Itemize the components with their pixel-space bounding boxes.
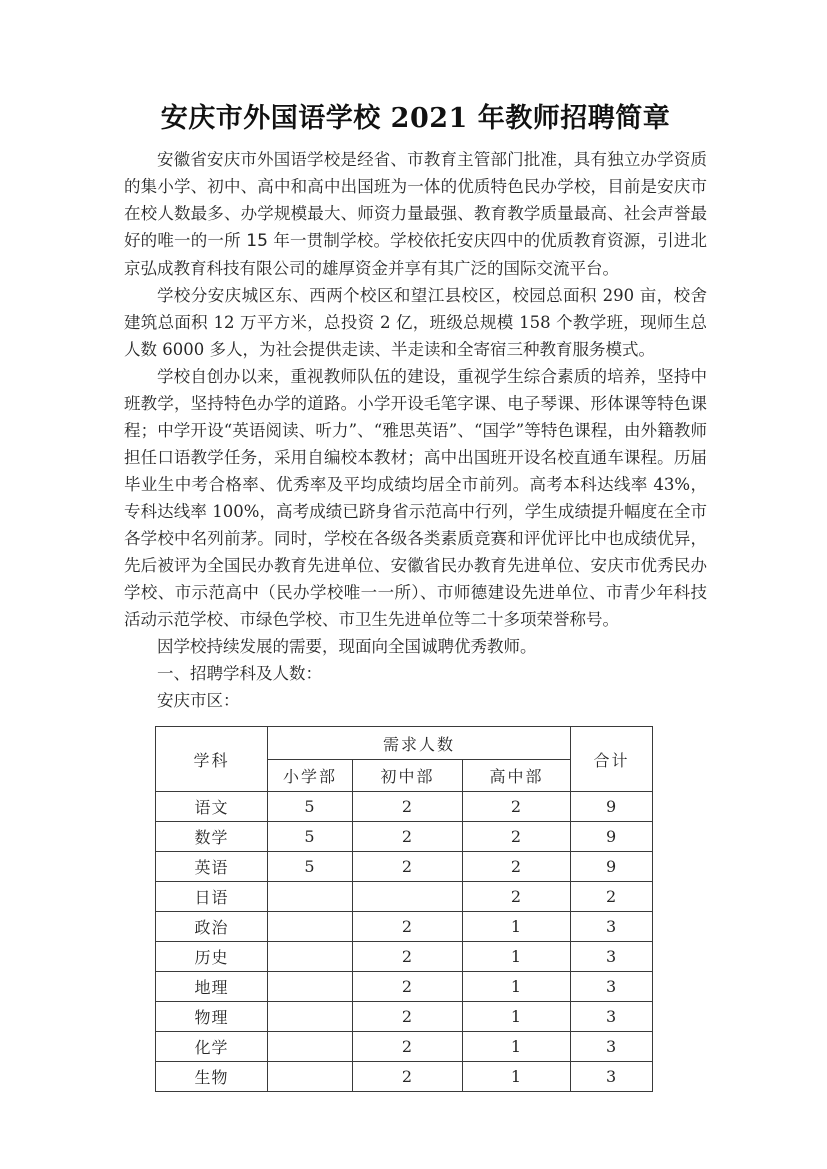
subject-cell: 日语 [156,882,268,912]
document-body [124,146,707,714]
primary-count-cell: 5 [268,822,353,852]
junior-count-cell: 2 [353,912,463,942]
primary-count-cell [268,972,353,1002]
junior-count-cell: 2 [353,1062,463,1092]
table-row-politics [156,912,653,942]
subject-cell: 英语 [156,852,268,882]
senior-count-cell: 1 [463,1062,571,1092]
table-row-math [156,822,653,852]
total-count-cell: 9 [571,822,653,852]
subject-cell: 生物 [156,1062,268,1092]
total-count-cell: 3 [571,1002,653,1032]
table-header-row-1 [156,727,653,760]
senior-count-cell: 1 [463,912,571,942]
junior-count-cell: 2 [353,972,463,1002]
subject-cell: 历史 [156,942,268,972]
table-row-physics [156,1002,653,1032]
senior-count-cell: 1 [463,942,571,972]
table-row-history [156,942,653,972]
senior-count-cell: 2 [463,852,571,882]
senior-count-cell: 2 [463,882,571,912]
total-count-cell: 3 [571,1032,653,1062]
junior-count-cell: 2 [353,792,463,822]
paragraph-recruit-notice: 因学校持续发展的需要，现面向全国诚聘优秀教师。 [157,637,537,656]
header-demand-group: 需求人数 [268,727,571,760]
subject-cell: 数学 [156,822,268,852]
junior-count-cell: 2 [353,852,463,882]
primary-count-cell [268,1002,353,1032]
header-subject: 学科 [156,727,268,792]
senior-count-cell: 1 [463,1032,571,1062]
subject-cell: 语文 [156,792,268,822]
table-row-english [156,852,653,882]
junior-count-cell: 2 [353,942,463,972]
recruitment-table [155,726,653,1092]
paragraph-campus: 学校分安庆城区东、西两个校区和望江县校区，校园总面积 290 亩，校舍建筑总面积 12 万平方米，总投资 2 亿，班级总规模 158 个教学班，现师生总人数 6000 多人，为社会提供走读、半走读和全寄宿三种教育服务模式。 [124,286,707,359]
paragraph-intro-text-b: 年一贯制学校。学校依托安庆四中的优质教育资源，引进北京弘成教育科技有限公司的雄厚资金并享有其广泛的国际交流平台。 [124,231,707,278]
paragraph-intro-text-a: 安徽省安庆市外国语学校是经省、市教育主管部门批准，具有独立办学资质的集小学、初中、高中和高中出国班为一体的优质特色民办学校，目前是安庆市在校人数最多、办学规模最大、师资力量最强、教育教学质量最高、社会声誉最好的唯一的一所 [124,150,707,250]
senior-count-cell: 2 [463,822,571,852]
table-row-chemistry [156,1032,653,1062]
header-total: 合计 [571,727,653,792]
primary-count-cell [268,942,353,972]
section-heading-subjects: 一、招聘学科及人数： [157,664,322,683]
junior-count-cell: 2 [353,1002,463,1032]
total-count-cell: 3 [571,972,653,1002]
total-count-cell: 9 [571,852,653,882]
document-title: 安庆市外国语学校 2021 年教师招聘简章 [160,103,671,134]
region-label: 安庆市区： [157,691,240,710]
header-senior-dept: 高中部 [463,760,571,792]
primary-count-cell [268,882,353,912]
senior-count-cell: 1 [463,1002,571,1032]
table-row-geography [156,972,653,1002]
table-row-biology [156,1062,653,1092]
header-primary-dept: 小学部 [268,760,353,792]
primary-count-cell [268,1032,353,1062]
paragraph-achievements: 学校自创办以来，重视教师队伍的建设，重视学生综合素质的培养，坚持中班教学，坚持特色办学的道路。小学开设毛笔字课、电子琴课、形体课等特色课程；中学开设“英语阅读、听力”、“雅思英语”、“国学”等特色课程，由外籍教师担任口语教学任务，采用自编校本教材；高中出国班开设名校直通车课程。历届毕业生中考合格率、优秀率及平均成绩均居全市前列。高考本科达线率 43%，专科达线率 100%，高考成绩已跻身省示范高中行列，学生成绩提升幅度在全市各学校中名列前茅。同时，学校在各级各类素质竞赛和评优评比中也成绩优异，先后被评为全国民办教育先进单位、安徽省民办教育先进单位、安庆市优秀民办学校、市示范高中（民办学校唯一一所）、市师德建设先进单位、市青少年科技活动示范学校、市绿色学校、市卫生先进单位等二十多项荣誉称号。 [124,367,707,629]
total-count-cell: 9 [571,792,653,822]
junior-count-cell: 2 [353,822,463,852]
junior-count-cell [353,882,463,912]
subject-cell: 地理 [156,972,268,1002]
primary-count-cell [268,1062,353,1092]
senior-count-cell: 1 [463,972,571,1002]
subject-cell: 化学 [156,1032,268,1062]
total-count-cell: 3 [571,912,653,942]
table-row-japanese [156,882,653,912]
subject-cell: 物理 [156,1002,268,1032]
senior-count-cell: 2 [463,792,571,822]
junior-count-cell: 2 [353,1032,463,1062]
header-junior-dept: 初中部 [353,760,463,792]
paragraph-intro-number: 15 [246,231,268,251]
primary-count-cell [268,912,353,942]
total-count-cell: 3 [571,942,653,972]
primary-count-cell: 5 [268,792,353,822]
total-count-cell: 2 [571,882,653,912]
paragraph-intro [124,146,707,282]
primary-count-cell: 5 [268,852,353,882]
table-row-chinese [156,792,653,822]
total-count-cell: 3 [571,1062,653,1092]
subject-cell: 政治 [156,912,268,942]
